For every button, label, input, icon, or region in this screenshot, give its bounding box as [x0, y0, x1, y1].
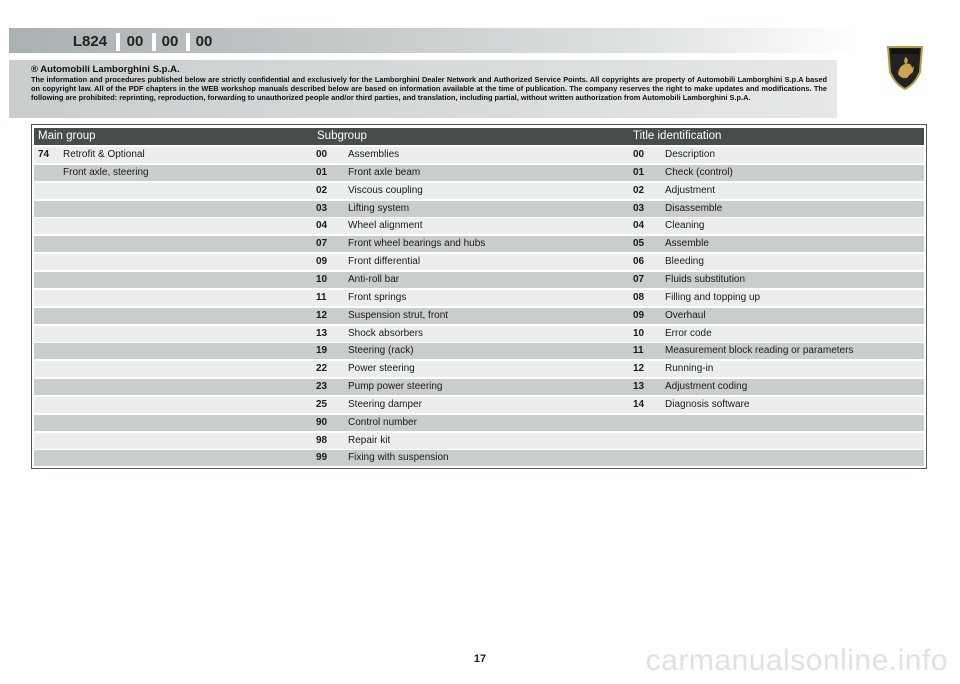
cell-t-num: 13: [633, 381, 645, 393]
copyright-notice: The information and procedures published below are strictly confidential and exclusively for the Lamborghini Dealer Network and Authorized Service Points. All copyrights are property of Automobili Lamborghini S.p.A based on copyright law. All of the PDF chapters in the WEB workshop manuals described below are based on information available at the time of publication. The company reserves the right to make updates and modifications. The following are prohibited: reprinting, reproduction, forwarding to unauthorized people and/or third parties, and translation, including partial, without written authorization from Automobili Lamborghini S.p.A.: [31, 75, 827, 103]
cell-sg-num: 25: [316, 398, 328, 410]
table-row: [34, 183, 924, 199]
cell-t-num: 06: [633, 256, 645, 268]
cell-mg-label: Front axle, steering: [63, 166, 149, 178]
table-row: [34, 147, 924, 163]
cell-sg-num: 23: [316, 381, 328, 393]
cell-t-label: Diagnosis software: [665, 398, 750, 410]
cell-sg-label: Pump power steering: [348, 381, 443, 393]
table-row: [34, 201, 924, 217]
cell-sg-label: Lifting system: [348, 202, 410, 214]
cell-sg-num: 03: [316, 202, 328, 214]
page-number: 17: [473, 653, 487, 665]
cell-t-num: 05: [633, 238, 645, 250]
cell-t-num: 01: [633, 166, 645, 178]
cell-sg-num: 07: [316, 238, 328, 250]
cell-sg-num: 11: [316, 291, 327, 303]
header-title-identification: Title identification: [633, 130, 722, 142]
cell-t-label: Overhaul: [665, 309, 706, 321]
cell-sg-label: Viscous coupling: [348, 184, 423, 196]
cell-sg-num: 10: [316, 273, 328, 285]
cell-sg-label: Fixing with suspension: [348, 452, 449, 464]
cell-sg-num: 19: [316, 345, 328, 357]
cell-sg-label: Front axle beam: [348, 166, 421, 178]
table-row: [34, 361, 924, 377]
cell-sg-num: 99: [316, 452, 328, 464]
cell-sg-label: Repair kit: [348, 434, 391, 446]
cell-t-num: 03: [633, 202, 645, 214]
cell-t-label: Error code: [665, 327, 712, 339]
cell-t-label: Bleeding: [665, 256, 704, 268]
table-row: [34, 218, 924, 234]
cell-t-label: Running-in: [665, 363, 714, 375]
table-row: [34, 308, 924, 324]
cell-sg-label: Steering (rack): [348, 345, 414, 357]
cell-sg-label: Assemblies: [348, 149, 400, 160]
cell-sg-label: Front springs: [348, 291, 407, 303]
cell-t-label: Fluids substitution: [665, 273, 746, 285]
cell-t-label: Adjustment coding: [665, 381, 748, 393]
cell-t-num: 04: [633, 220, 645, 232]
cell-mg-label: Retrofit & Optional: [63, 149, 145, 160]
cell-t-num: 08: [633, 291, 645, 303]
table-row: [34, 450, 924, 466]
cell-sg-num: 01: [316, 166, 328, 178]
cell-sg-num: 12: [316, 309, 328, 321]
cell-t-label: Check (control): [665, 166, 733, 178]
cell-sg-num: 00: [316, 149, 328, 160]
code-main-group: 00: [126, 33, 144, 50]
cell-t-num: 09: [633, 309, 645, 321]
code-model: L824: [72, 33, 108, 50]
cell-t-label: Measurement block reading or parameters: [665, 345, 854, 357]
table-row: [34, 379, 924, 395]
cell-t-label: Description: [665, 149, 716, 160]
header-subgroup: Subgroup: [317, 130, 367, 142]
table-row: [34, 290, 924, 306]
table-row: [34, 433, 924, 449]
table-row: [34, 272, 924, 288]
table-row: [34, 343, 924, 359]
code-subgroup: 00: [161, 33, 179, 50]
cell-t-label: Disassemble: [665, 202, 723, 214]
cell-t-num: 11: [633, 345, 644, 357]
cell-t-label: Adjustment: [665, 184, 716, 196]
cell-sg-label: Power steering: [348, 363, 415, 375]
cell-t-num: 14: [633, 398, 645, 410]
table-row: [34, 236, 924, 252]
cell-sg-num: 02: [316, 184, 328, 196]
cell-sg-label: Front wheel bearings and hubs: [348, 238, 486, 250]
watermark: carmanualsonline.info: [645, 644, 948, 677]
cell-sg-num: 22: [316, 363, 328, 375]
cell-sg-num: 13: [316, 327, 328, 339]
cell-sg-label: Suspension strut, front: [348, 309, 449, 321]
table-row: [34, 254, 924, 270]
cell-t-num: 12: [633, 363, 645, 375]
cell-mg-num: 74: [38, 149, 50, 160]
cell-sg-num: 09: [316, 256, 328, 268]
bull-shield-icon: [885, 44, 925, 90]
cell-t-label: Cleaning: [665, 220, 705, 232]
table-row: [34, 415, 924, 431]
cell-sg-label: Control number: [348, 416, 417, 428]
cell-sg-num: 04: [316, 220, 328, 232]
company-name: ® Automobili Lamborghini S.p.A.: [31, 64, 180, 75]
cell-sg-label: Shock absorbers: [348, 327, 424, 339]
cell-t-num: 10: [633, 327, 645, 339]
table-row: [34, 397, 924, 413]
cell-sg-num: 90: [316, 416, 328, 428]
cell-sg-label: Front differential: [348, 256, 421, 268]
cell-sg-label: Wheel alignment: [348, 220, 423, 232]
table-row: [34, 165, 924, 181]
cell-sg-label: Anti-roll bar: [348, 273, 400, 285]
lamborghini-logo: [885, 44, 925, 90]
cell-t-label: Filling and topping up: [665, 291, 761, 303]
cell-sg-label: Steering damper: [348, 398, 422, 410]
header-main-group: Main group: [38, 130, 96, 142]
cell-t-label: Assemble: [665, 238, 709, 250]
table-header-row: [34, 128, 924, 145]
cell-sg-num: 98: [316, 434, 328, 446]
cell-t-num: 00: [633, 149, 645, 160]
code-title: 00: [195, 33, 213, 50]
table-row: [34, 326, 924, 342]
cell-t-num: 02: [633, 184, 645, 196]
cell-t-num: 07: [633, 273, 645, 285]
